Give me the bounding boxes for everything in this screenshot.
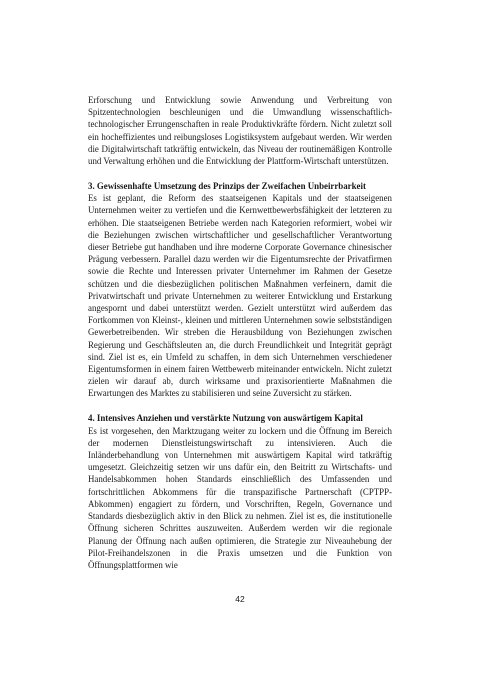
page-body — [88, 94, 392, 571]
section-4-heading: 4. Intensives Anziehen und verstärkte Nutzung von auswärtigem Kapital — [88, 413, 363, 424]
section-3-paragraph: Es ist geplant, die Reform des staatseigenen Kapitals und der staatseigenen Unternehmen weiter zu vertiefen und die Kernwettbewerbsfähigkeit der letzteren zu erhöhen. Die staatseigenen Betriebe werden nach Kategorien reformiert, wobei wir die Beziehungen zwischen wirtschaftlicher und gesellschaftlicher Verantwortung dieser Betriebe gut handhaben und ihre moderne Corporate Governance chinesischer Prägung verbessern. Parallel dazu werden wir die Eigentumsrechte der Privatfirmen sowie die Rechte und Interessen privater Unternehmer im Rahmen der Gesetze schützen und die diesbezüglichen politischen Maßnahmen verfeinern, damit die Privatwirtschaft und private Unternehmen zu weiterer Entwicklung und Erstarkung angespornt und dabei unterstützt werden. Gezielt unterstützt wird außerdem das Fortkommen von Kleinst-, kleinen und mittleren Unternehmen sowie selbstständigen Gewerbetreibenden. Wir streben die Herausbildung von Beziehungen zwischen Regierung und Geschäftsleuten an, die durch Freundlichkeit und Integrität geprägt sind. Ziel ist es, ein Umfeld zu schaffen, in dem sich Unternehmen verschiedener Eigentumsformen in einem fairen Wettbewerb miteinander entwickeln. Nicht zuletzt zielen wir darauf ab, durch wirksame und praxisorientierte Maßnahmen die Erwartungen des Marktes zu stabilisieren und seine Zuversicht zu stärken. — [88, 193, 392, 399]
paragraph-spacer — [88, 400, 392, 413]
section-3-heading: 3. Gewissenhafte Umsetzung des Prinzips der Zweifachen Unbeirrbarkeit — [88, 181, 366, 192]
intro-paragraph: Erforschung und Entwicklung sowie Anwendung und Verbreitung von Spitzentechnologien beschleunigen und die Umwandlung wissenschaftlich-technologischer Errungenschaften in reale Produktivkräfte fördern. Nicht zuletzt soll ein hocheffizientes und reibungsloses Logistiksystem aufgebaut werden. Wir werden die Digitalwirtschaft tatkräftig entwickeln, das Niveau der routinemäßigen Kontrolle und Verwaltung erhöhen und die Entwicklung der Plattform-Wirtschaft unterstützen. — [88, 95, 392, 167]
page-number: 42 — [235, 594, 245, 604]
paragraph-spacer — [88, 167, 392, 180]
section-4-paragraph: Es ist vorgesehen, den Marktzugang weiter zu lockern und die Öffnung im Bereich der modernen Dienstleistungswirtschaft zu intensivieren. Auch die Inländerbehandlung von Unternehmen mit auswärtigem Kapital wird tatkräftig umgesetzt. Gleichzeitig setzen wir uns dafür ein, den Beitritt zu Wirtschafts- und Handelsabkommen hohen Standards einschließlich des Umfassenden und fortschrittlichen Abkommens für die transpazifische Partnerschaft (CPTPP-Abkommen) engagiert zu fördern, und Vorschriften, Regeln, Governance und Standards diesbezüglich aktiv in den Blick zu nehmen. Ziel ist es, die institutionelle Öffnung sicheren Schrittes auszuweiten. Außerdem werden wir die regionale Planung der Öffnung nach außen optimieren, die Strategie zur Niveauhebung der Pilot-Freihandelszonen in die Praxis umsetzen und die Funktion von Öffnungsplattformen wie — [88, 425, 392, 570]
